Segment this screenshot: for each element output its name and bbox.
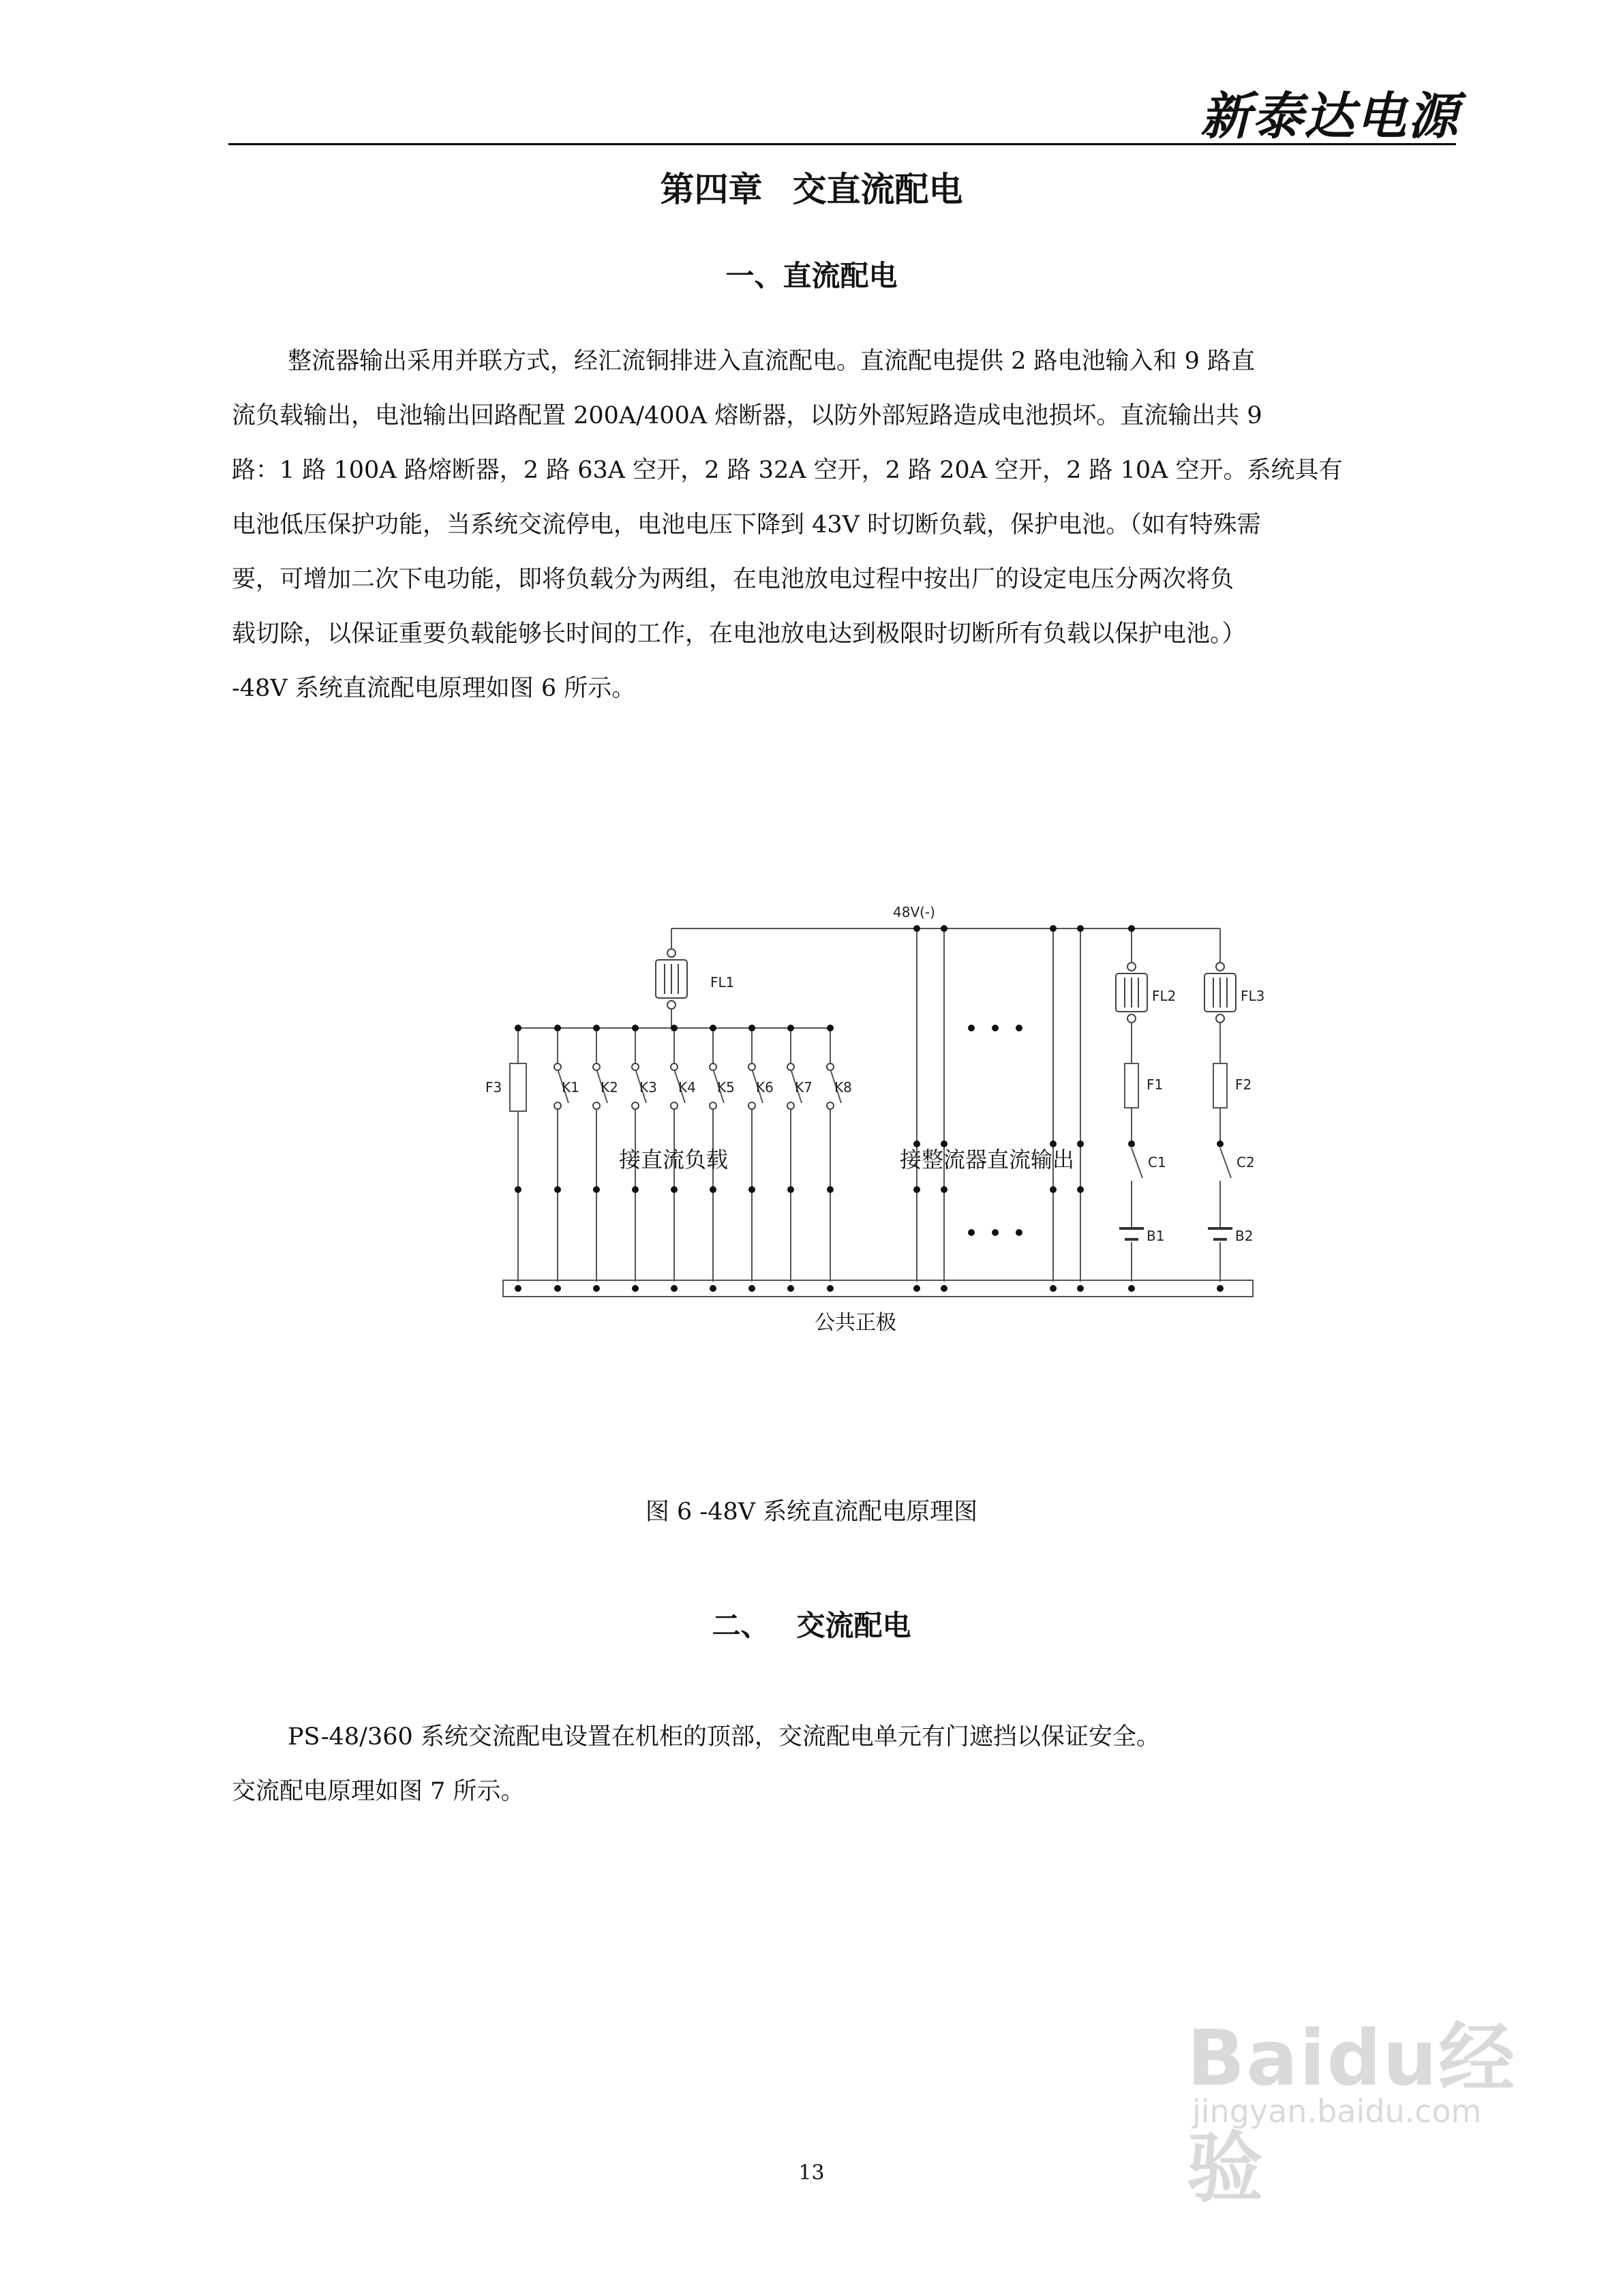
f1-label: F1 [1147,1076,1164,1093]
positive-label: 公共正极 [815,1311,896,1335]
paragraph-line: 整流器输出采用并联方式，经汇流铜排进入直流配电。直流配电提供 2 路电池输入和 9 路直 [288,348,1256,375]
b1-label: B1 [1147,1228,1165,1244]
header-brand: 新泰达电源 [1200,87,1459,146]
bus-label: 48V(-) [893,904,935,920]
fl3-fuse-holder [1204,963,1236,1023]
switch-label: K1 [562,1079,579,1096]
section2-title [0,1603,1623,1644]
f3-fuse-symbol [510,1063,526,1111]
chapter-number: 第四章 [660,170,763,209]
c1-label: C1 [1148,1154,1166,1170]
switch-label: K4 [678,1079,696,1096]
switch-label: K3 [639,1079,657,1096]
f3-label: F3 [485,1079,502,1096]
switch-label: K7 [795,1079,813,1096]
paragraph-line: 交流配电原理如图 7 所示。 [232,1778,525,1805]
fl2-fuse-holder [1116,963,1147,1023]
c2-label: C2 [1237,1154,1255,1170]
section2-name: 交流配电 [796,1609,911,1642]
switch-label: K8 [834,1079,852,1096]
fl3-label: FL3 [1241,988,1265,1004]
paragraph-line: 流负载输出，电池输出回路配置 200A/400A 熔断器，以防外部短路造成电池损坏。直流输出共 9 [232,402,1262,429]
fl1-label: FL1 [710,974,735,991]
section2-number: 二、 [712,1609,770,1642]
paragraph-line: 要，可增加二次下电功能，即将负载分为两组，在电池放电过程中按出厂的设定电压分两次将负 [232,566,1234,593]
paragraph-line: 电池低压保护功能，当系统交流停电，电池电压下降到 43V 时切断负载，保护电池。（如有特殊需 [232,511,1261,539]
switch-label: K5 [717,1079,735,1096]
watermark-logo: Baidu经验 [1187,2014,1517,2213]
switch-label: K6 [756,1079,774,1096]
b2-label: B2 [1235,1228,1254,1244]
c1-breaker-symbol [1132,1148,1142,1178]
paragraph-ac [232,1710,1404,1819]
baidu-watermark [1187,1997,1528,2213]
figure-caption: 图 6 -48V 系统直流配电原理图 [645,1498,978,1526]
paragraph-line: 路：1 路 100A 路熔断器，2 路 63A 空开，2 路 32A 空开，2 路 20A 空开，2 路 10A 空开。系统具有 [232,457,1343,484]
watermark-url: jingyan.baidu.com [1192,2093,1482,2130]
section1-title: 一、直流配电 [725,259,898,292]
fl1-fuse-holder [656,949,687,1009]
c2-breaker-symbol [1220,1148,1231,1178]
f2-label: F2 [1235,1076,1252,1093]
switch-label: K2 [601,1079,618,1096]
paragraph-line: 载切除，以保证重要负载能够长时间的工作，在电池放电达到极限时切断所有负载以保护电池。） [232,620,1246,648]
paragraph-line: -48V 系统直流配电原理如图 6 所示。 [232,675,636,702]
fl2-label: FL2 [1152,988,1177,1004]
positive-bus-bar [503,1280,1253,1297]
paragraph-line: PS-48/360 系统交流配电设置在机柜的顶部，交流配电单元有门遮挡以保证安全。 [288,1723,1160,1751]
load-label: 接直流负载 [619,1147,729,1173]
ellipsis-dots [968,1025,1022,1236]
rectifier-label: 接整流器直流输出 [900,1147,1075,1173]
page-number: 13 [798,2161,825,2185]
battery-symbols [1119,1228,1232,1239]
f2-fuse-symbol [1213,1063,1227,1108]
chapter-name: 交直流配电 [792,170,963,209]
f1-fuse-symbol [1125,1063,1138,1108]
